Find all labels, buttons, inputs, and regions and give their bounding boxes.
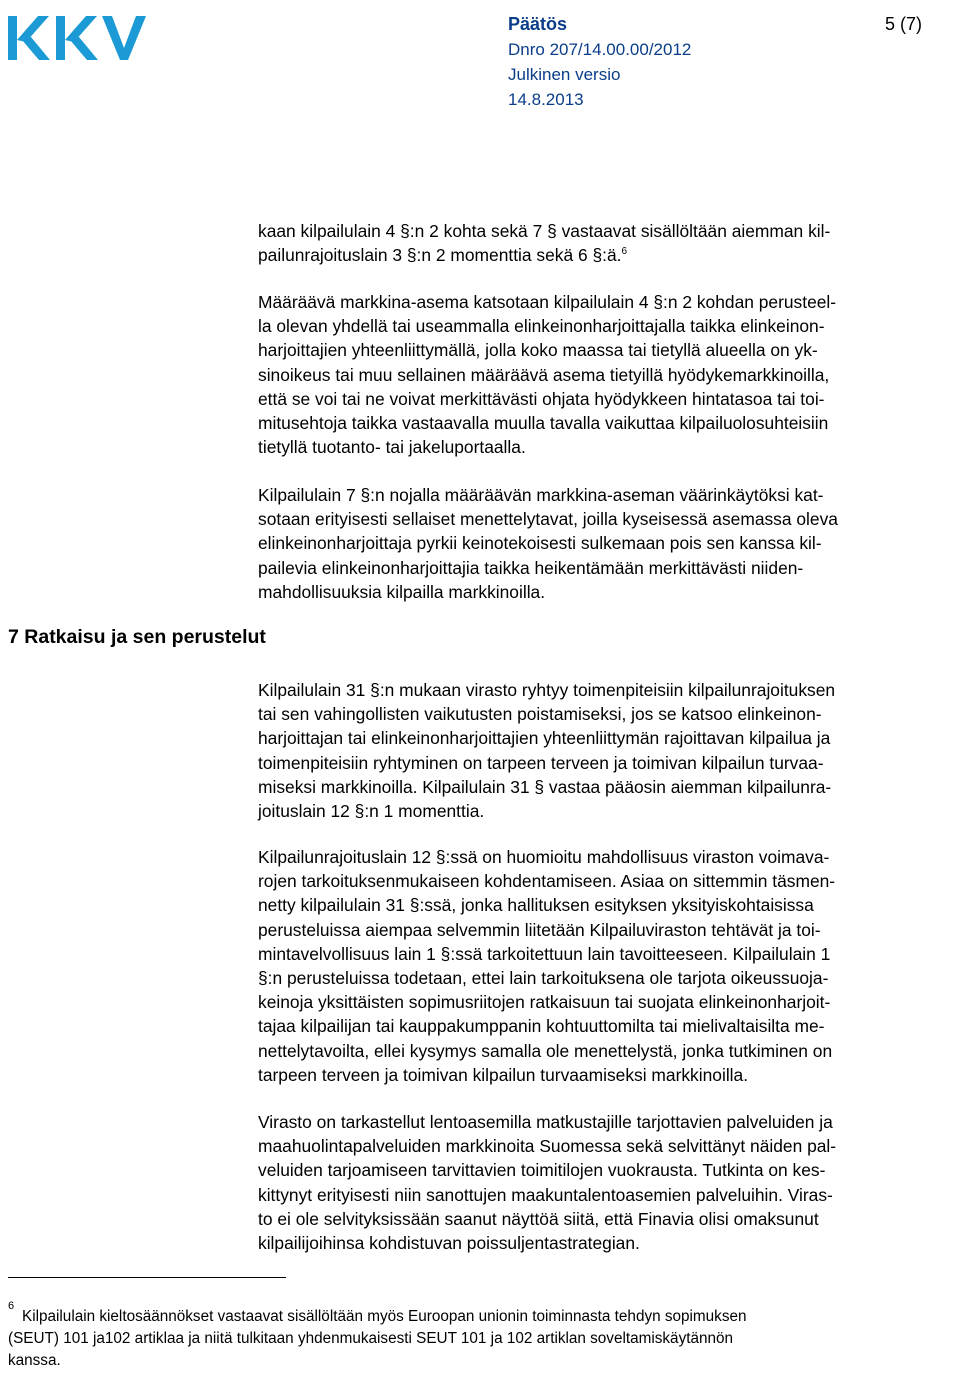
page-number: 5 (7) [884, 14, 922, 34]
footnote-body: Kilpailulain kieltosäännökset vastaavat sisällöltään myös Euroopan unionin toiminnasta tehdyn sopimuksen (SEUT) 101 ja102 artiklaa ja niitä tulkitaan yhdenmukaisesti SEUT 101 ja 102 artiklan soveltamiskäytännön kanssa. [8, 1308, 747, 1369]
footnote-number: 6 [8, 1300, 15, 1312]
document-type: Päätös [508, 14, 568, 34]
paragraph-1 [258, 219, 958, 267]
paragraph-2: Määräävä markkina-asema katsotaan kilpailulain 4 §:n 2 kohdan perusteel- la olevan yhdellä tai useammalla elinkeinonharjoittajalla taikka elinkeinon- harjoittajien yhteenliittymällä, jolla koko maassa tai tietyllä alueella on yk- sinoikeus tai muu sellainen määräävä asema tietyillä hyödykemarkkinoilla, että se voi tai ne voivat merkittävästi ohjata hyödykkeen hintatasoa tai toi- mitusehtoja taikka vastaavalla muulla tavalla vaikuttaa kilpailuolosuhteisiin tietyllä tuotanto- tai jakeluportaalla. [258, 292, 837, 458]
paragraph-4: Kilpailulain 31 §:n mukaan virasto ryhtyy toimenpiteisiin kilpailunrajoituksen tai sen vahingollisten vaikutusten poistamiseksi, jos se katsoo elinkeinon- harjoittajan tai elinkeinonharjoittajien yhteenliittymän rajoittavan kilpailua ja toimenpiteisiin ryhtyminen on tarpeen terveen ja toimivan kilpailun turvaa- miseksi markkinoilla. Kilpailulain 31 § vastaa pääosin aiemman kilpailunra- joituslain 12 §:n 1 momenttia. [258, 680, 836, 822]
section-heading: 7 Ratkaisu ja sen perustelut [8, 626, 266, 648]
diary-number: Dnro 207/14.00.00/2012 [508, 40, 692, 59]
footnote-text [8, 1306, 953, 1372]
paragraph-6: Virasto on tarkastellut lentoasemilla matkustajille tarjottavien palveluiden ja maahuolintapalveluiden markkinoita Suomessa sekä selvittänyt näiden pal- veluiden tarjoamiseen tarvittavien toimitilojen vuokrausta. Tutkinta on kes- kittynyt erityisesti niin sanottujen maakuntalentoasemien palveluihin. Viras- to ei ole selvityksissään saanut näyttöä siitä, että Finavia olisi omaksunut kilpailijoihinsa kohdistuvan poissuljentastrategian. [258, 1112, 837, 1254]
footnote-divider [8, 1277, 286, 1278]
document-date: 14.8.2013 [508, 90, 584, 109]
kkv-logo [6, 10, 150, 66]
version-label: Julkinen versio [508, 65, 621, 84]
footnote-reference[interactable]: 6 [621, 246, 628, 258]
paragraph-3: Kilpailulain 7 §:n nojalla määräävän markkina-aseman väärinkäytöksi kat- sotaan erityisesti sellaiset menettelytavat, joilla kyseisessä asemassa oleva elinkeinonharjoittaja pyrkii keinotekoisesti sulkemaan pois sen kanssa kil- pailevia elinkeinonharjoittajia taikka heikentämään merkittävästi niiden- mahdollisuuksia kilpailla markkinoilla. [258, 485, 838, 602]
paragraph-1-text: kaan kilpailulain 4 §:n 2 kohta sekä 7 § vastaavat sisällöltään aiemman kil- pailunrajoituslain 3 §:n 2 momenttia sekä 6 §:ä. [258, 221, 831, 266]
paragraph-5: Kilpailunrajoituslain 12 §:ssä on huomioitu mahdollisuus viraston voimava- rojen tarkoituksenmukaiseen kohdentamiseen. Asiaa on sittemmin täsmen- netty kilpailulain 31 §:ssä, jonka hallituksen esityksen yksityiskohtaisissa perusteluissa aiempaa selvemmin liitetään Kilpailuviraston tehtävät ja toi- mintavelvollisuus lain 1 §:ssä tarkoitettuun lain tavoitteeseen. Kilpailulain 1 §:n perusteluissa todetaan, ettei lain tarkoituksena ole tarjota oikeussuoja- keinoja yksittäisten sopimusriitojen ratkaisuun tai suojata elinkeinonharjoit- tajaa kilpailijan tai kauppakumppanin kohtuuttomilta tai mielivaltaisilta me- nettelytavoilta, ellei kysymys samalla ole menettelystä, jonka tutkiminen on tarpeen terveen ja toimivan kilpailun turvaamiseksi markkinoilla. [258, 847, 836, 1085]
